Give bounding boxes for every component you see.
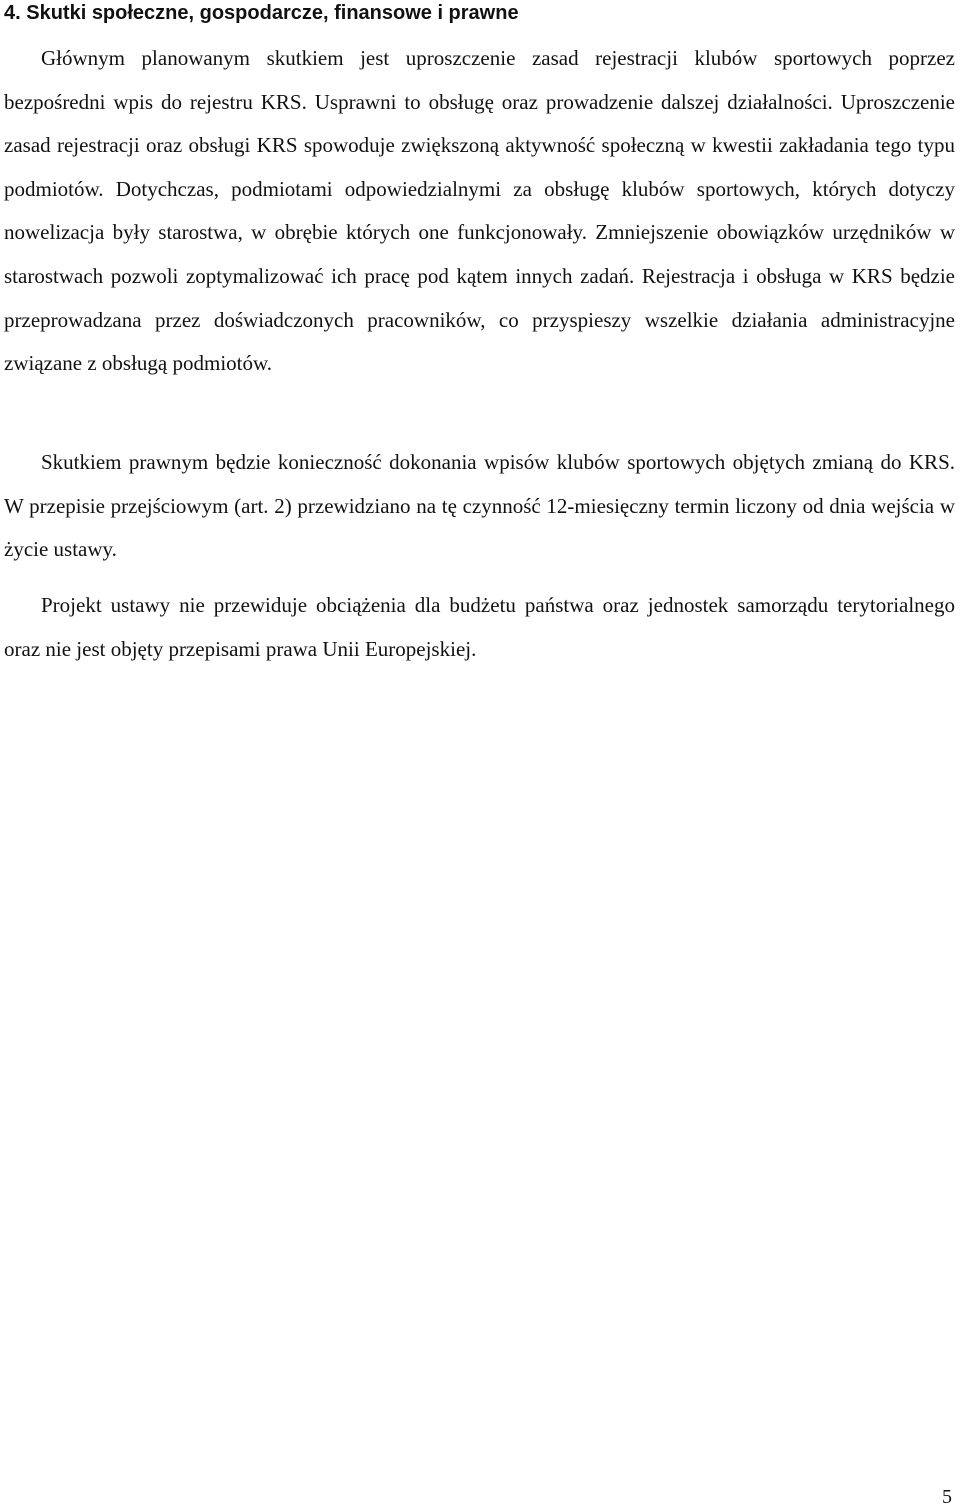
- paragraph-social-economic-effects: Głównym planowanym skutkiem jest uproszczenie zasad rejestracji klubów sportowych poprzez bezpośredni wpis do rejestru KRS. Usprawni to obsługę oraz prowadzenie dalszej działalności. Uproszczenie zasad rejestracji oraz obsługi KRS spowoduje zwiększoną aktywność społeczną w kwestii zakładania tego typu podmiotów. Dotychczas, podmiotami odpowiedzialnymi za obsługę klubów sportowych, których dotyczy nowelizacja były starostwa, w obrębie których one funkcjonowały. Zmniejszenie obowiązków urzędników w starostwach pozwoli zoptymalizować ich pracę pod kątem innych zadań. Rejestracja i obsługa w KRS będzie przeprowadzana przez doświadczonych pracowników, co przyspieszy wszelkie działania administracyjne związane z obsługą podmiotów.: [4, 46, 955, 376]
- paragraph-financial-effects: Projekt ustawy nie przewiduje obciążenia dla budżetu państwa oraz jednostek samorządu terytorialnego oraz nie jest objęty przepisami prawa Unii Europejskiej.: [4, 593, 955, 661]
- page-number: 5: [942, 1486, 952, 1508]
- paragraph-legal-effects: Skutkiem prawnym będzie konieczność dokonania wpisów klubów sportowych objętych zmianą do KRS. W przepisie przejściowym (art. 2) przewidziano na tę czynność 12-miesięczny termin liczony od dnia wejścia w życie ustawy.: [4, 450, 955, 562]
- section-heading: 4. Skutki społeczne, gospodarcze, finansowe i prawne: [4, 2, 519, 24]
